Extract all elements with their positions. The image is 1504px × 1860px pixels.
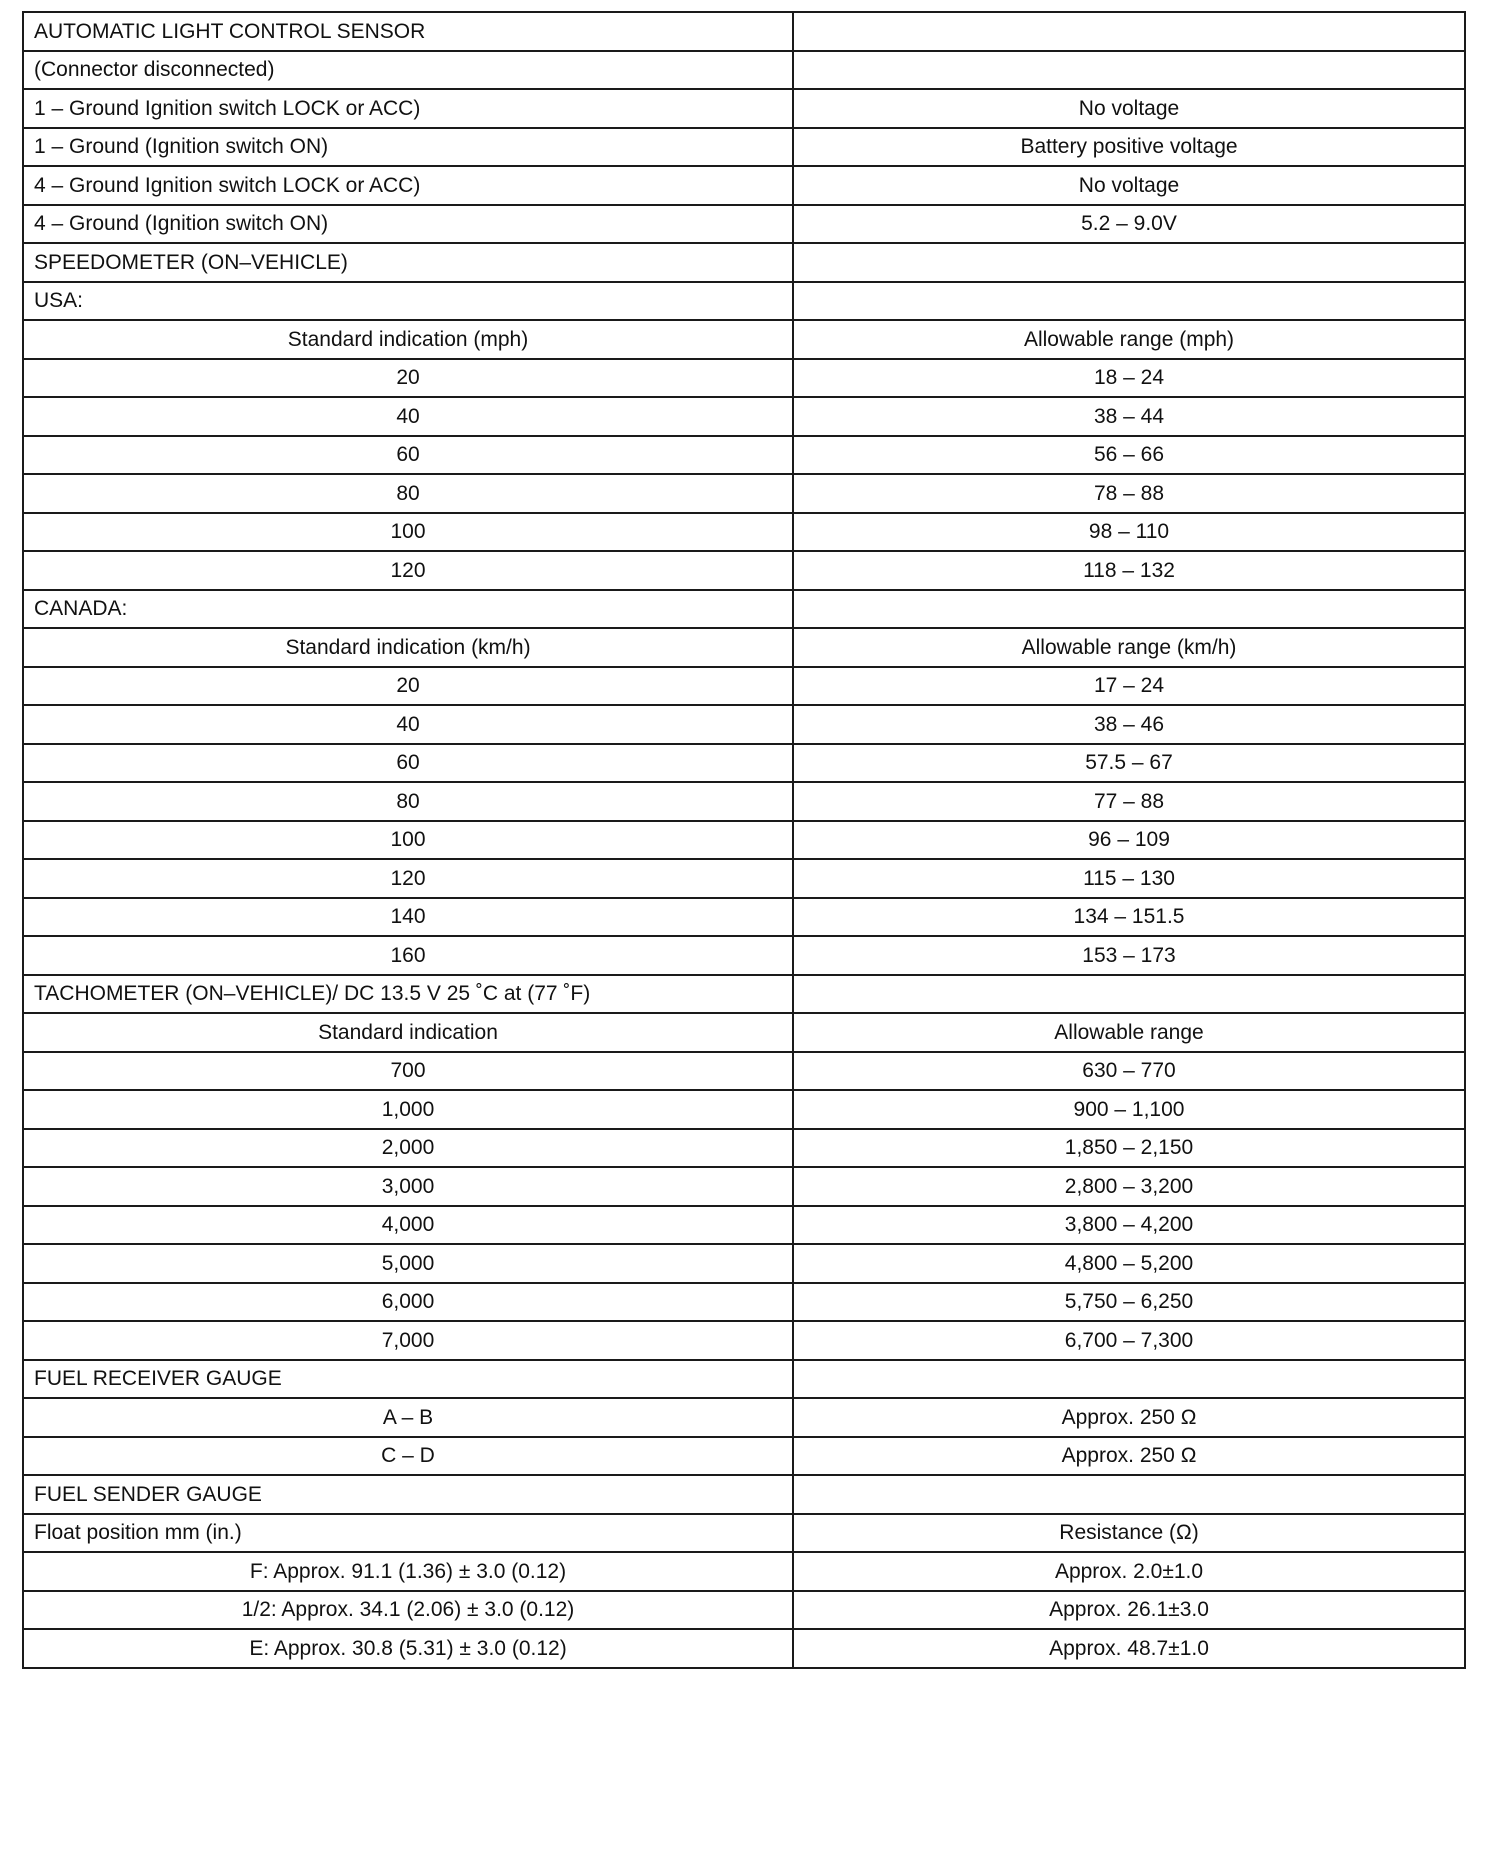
standard-value-cell: E: Approx. 30.8 (5.31) ± 3.0 (0.12)	[23, 1629, 793, 1668]
table-row	[23, 51, 1465, 90]
table-row	[23, 859, 1465, 898]
standard-value-cell: 120	[23, 551, 793, 590]
table-row	[23, 1475, 1465, 1514]
standard-value-cell: 1,000	[23, 1090, 793, 1129]
spec-value-cell: Approx. 26.1±3.0	[793, 1591, 1465, 1630]
spec-value-cell	[793, 51, 1465, 90]
standard-value-cell: 60	[23, 436, 793, 475]
table-row	[23, 166, 1465, 205]
table-row	[23, 1167, 1465, 1206]
spec-value-cell: 118 – 132	[793, 551, 1465, 590]
table-row	[23, 551, 1465, 590]
section-heading: FUEL SENDER GAUGE	[23, 1475, 793, 1514]
standard-value-cell: 20	[23, 359, 793, 398]
standard-value-cell: 60	[23, 744, 793, 783]
spec-value-cell	[793, 1475, 1465, 1514]
standard-value-cell: 80	[23, 474, 793, 513]
table-row	[23, 1013, 1465, 1052]
spec-value-cell: 96 – 109	[793, 821, 1465, 860]
spec-value-cell	[793, 975, 1465, 1014]
table-row	[23, 975, 1465, 1014]
section-heading: SPEEDOMETER (ON–VEHICLE)	[23, 243, 793, 282]
table-row	[23, 782, 1465, 821]
table-row	[23, 513, 1465, 552]
table-row	[23, 1437, 1465, 1476]
spec-value-cell: 115 – 130	[793, 859, 1465, 898]
spec-value-cell: Battery positive voltage	[793, 128, 1465, 167]
standard-value-cell: Standard indication	[23, 1013, 793, 1052]
spec-value-cell: 1,850 – 2,150	[793, 1129, 1465, 1168]
spec-value-cell: Approx. 2.0±1.0	[793, 1552, 1465, 1591]
table-row	[23, 744, 1465, 783]
table-row	[23, 1129, 1465, 1168]
spec-value-cell: 5,750 – 6,250	[793, 1283, 1465, 1322]
table-row	[23, 436, 1465, 475]
condition-cell: 1 – Ground (Ignition switch ON)	[23, 128, 793, 167]
spec-value-cell: 153 – 173	[793, 936, 1465, 975]
standard-value-cell: F: Approx. 91.1 (1.36) ± 3.0 (0.12)	[23, 1552, 793, 1591]
spec-value-cell: 630 – 770	[793, 1052, 1465, 1091]
spec-value-cell: Approx. 250 Ω	[793, 1437, 1465, 1476]
table-row	[23, 359, 1465, 398]
table-row	[23, 1090, 1465, 1129]
standard-value-cell: 140	[23, 898, 793, 937]
table-row	[23, 1360, 1465, 1399]
spec-value-cell: 134 – 151.5	[793, 898, 1465, 937]
standard-value-cell: 100	[23, 821, 793, 860]
condition-cell: 4 – Ground (Ignition switch ON)	[23, 205, 793, 244]
table-row	[23, 397, 1465, 436]
table-row	[23, 667, 1465, 706]
section-heading: TACHOMETER (ON–VEHICLE)/ DC 13.5 V 25 ˚C at (77 ˚F)	[23, 975, 793, 1014]
table-row	[23, 320, 1465, 359]
spec-value-cell	[793, 1360, 1465, 1399]
spec-value-cell: Allowable range (km/h)	[793, 628, 1465, 667]
standard-value-cell: 40	[23, 397, 793, 436]
spec-value-cell: Allowable range (mph)	[793, 320, 1465, 359]
spec-value-cell	[793, 590, 1465, 629]
table-row	[23, 898, 1465, 937]
spec-value-cell: 4,800 – 5,200	[793, 1244, 1465, 1283]
spec-value-cell	[793, 243, 1465, 282]
specification-table-body	[23, 12, 1465, 1668]
standard-value-cell: Standard indication (km/h)	[23, 628, 793, 667]
table-row	[23, 821, 1465, 860]
spec-value-cell: Allowable range	[793, 1013, 1465, 1052]
section-heading: USA:	[23, 282, 793, 321]
table-row	[23, 1321, 1465, 1360]
standard-value-cell: 6,000	[23, 1283, 793, 1322]
standard-value-cell: 20	[23, 667, 793, 706]
section-heading: FUEL RECEIVER GAUGE	[23, 1360, 793, 1399]
spec-value-cell: Approx. 48.7±1.0	[793, 1629, 1465, 1668]
spec-value-cell: No voltage	[793, 89, 1465, 128]
standard-value-cell: 5,000	[23, 1244, 793, 1283]
table-row	[23, 474, 1465, 513]
standard-value-cell: 4,000	[23, 1206, 793, 1245]
spec-value-cell: 78 – 88	[793, 474, 1465, 513]
spec-value-cell: 57.5 – 67	[793, 744, 1465, 783]
standard-value-cell: A – B	[23, 1398, 793, 1437]
standard-value-cell: 2,000	[23, 1129, 793, 1168]
standard-value-cell: 1/2: Approx. 34.1 (2.06) ± 3.0 (0.12)	[23, 1591, 793, 1630]
spec-value-cell: 6,700 – 7,300	[793, 1321, 1465, 1360]
table-row	[23, 705, 1465, 744]
table-row	[23, 128, 1465, 167]
spec-value-cell	[793, 12, 1465, 51]
table-row	[23, 1591, 1465, 1630]
table-row	[23, 1552, 1465, 1591]
standard-value-cell: Standard indication (mph)	[23, 320, 793, 359]
standard-value-cell: 100	[23, 513, 793, 552]
table-row	[23, 1244, 1465, 1283]
standard-value-cell: 80	[23, 782, 793, 821]
standard-value-cell: 7,000	[23, 1321, 793, 1360]
table-row	[23, 1052, 1465, 1091]
spec-value-cell: 17 – 24	[793, 667, 1465, 706]
table-row	[23, 1283, 1465, 1322]
section-heading: CANADA:	[23, 590, 793, 629]
table-row	[23, 282, 1465, 321]
section-heading: AUTOMATIC LIGHT CONTROL SENSOR	[23, 12, 793, 51]
table-row	[23, 628, 1465, 667]
condition-cell: Float position mm (in.)	[23, 1514, 793, 1553]
condition-cell: 1 – Ground Ignition switch LOCK or ACC)	[23, 89, 793, 128]
table-row	[23, 243, 1465, 282]
standard-value-cell: 160	[23, 936, 793, 975]
spec-value-cell: 56 – 66	[793, 436, 1465, 475]
table-row	[23, 1398, 1465, 1437]
table-row	[23, 89, 1465, 128]
table-row	[23, 1514, 1465, 1553]
standard-value-cell: 40	[23, 705, 793, 744]
spec-value-cell: 38 – 44	[793, 397, 1465, 436]
section-heading: (Connector disconnected)	[23, 51, 793, 90]
condition-cell: 4 – Ground Ignition switch LOCK or ACC)	[23, 166, 793, 205]
spec-value-cell: 5.2 – 9.0V	[793, 205, 1465, 244]
table-row	[23, 205, 1465, 244]
table-row	[23, 12, 1465, 51]
spec-value-cell	[793, 282, 1465, 321]
standard-value-cell: 3,000	[23, 1167, 793, 1206]
spec-value-cell: 18 – 24	[793, 359, 1465, 398]
table-row	[23, 590, 1465, 629]
spec-value-cell: 98 – 110	[793, 513, 1465, 552]
spec-value-cell: 3,800 – 4,200	[793, 1206, 1465, 1245]
spec-value-cell: Approx. 250 Ω	[793, 1398, 1465, 1437]
spec-value-cell: Resistance (Ω)	[793, 1514, 1465, 1553]
table-row	[23, 936, 1465, 975]
standard-value-cell: 120	[23, 859, 793, 898]
standard-value-cell: 700	[23, 1052, 793, 1091]
specification-table	[22, 11, 1466, 1669]
table-row	[23, 1206, 1465, 1245]
spec-value-cell: No voltage	[793, 166, 1465, 205]
spec-value-cell: 900 – 1,100	[793, 1090, 1465, 1129]
table-row	[23, 1629, 1465, 1668]
spec-value-cell: 2,800 – 3,200	[793, 1167, 1465, 1206]
spec-value-cell: 77 – 88	[793, 782, 1465, 821]
standard-value-cell: C – D	[23, 1437, 793, 1476]
spec-value-cell: 38 – 46	[793, 705, 1465, 744]
